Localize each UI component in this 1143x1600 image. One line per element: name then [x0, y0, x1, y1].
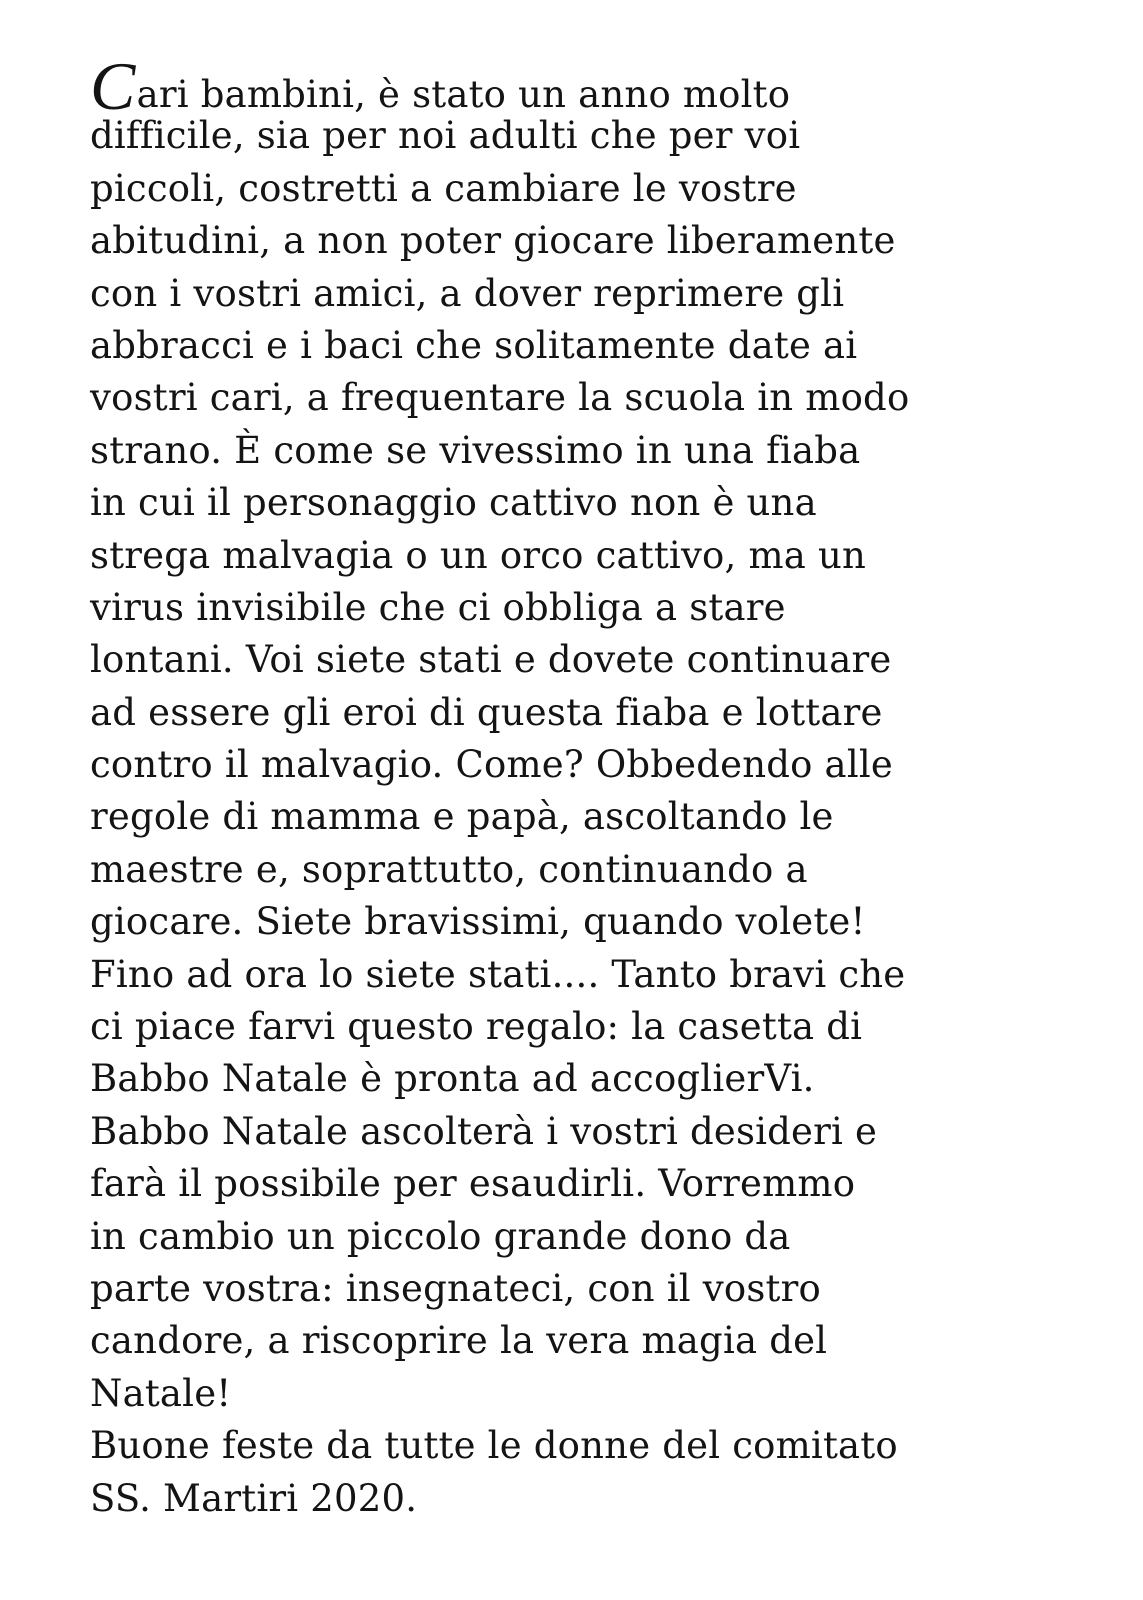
signature-line: SS. Martiri 2020.: [90, 1476, 418, 1520]
letter-line: strano. È come se vivessimo in una fiaba: [90, 428, 861, 472]
letter-line: Natale!: [90, 1371, 232, 1415]
letter-line: ci piace farvi questo regalo: la casetta di: [90, 1005, 863, 1049]
letter-line: candore, a riscoprire la vera magia del: [90, 1319, 828, 1363]
letter-body: [90, 48, 1120, 1525]
letter-line: strega malvagia o un orco cattivo, ma un: [90, 533, 867, 577]
letter-line: farà il possibile per esaudirli. Vorremmo: [90, 1162, 856, 1206]
letter-line: giocare. Siete bravissimi, quando volete!: [90, 900, 866, 944]
letter-line: Babbo Natale ascolterà i vostri desideri e: [90, 1109, 878, 1153]
letter-line: contro il malvagio. Come? Obbedendo alle: [90, 743, 893, 787]
first-line-text: ari bambini, è stato un anno molto: [136, 73, 791, 116]
letter-line: piccoli, costretti a cambiare le vostre: [90, 166, 797, 210]
letter-line: maestre e, soprattutto, continuando a: [90, 847, 808, 891]
letter-line: parte vostra: insegnateci, con il vostro: [90, 1266, 821, 1310]
letter-line: in cambio un piccolo grande dono da: [90, 1214, 791, 1258]
letter-line: difficile, sia per noi adulti che per voi: [90, 114, 801, 158]
letter-line: virus invisibile che ci obbliga a stare: [90, 585, 786, 629]
letter-line: abbracci e i baci che solitamente date ai: [90, 323, 858, 367]
closing-line: Buone feste da tutte le donne del comitato: [90, 1424, 898, 1468]
letter-line-1: [90, 48, 1120, 124]
letter-line: in cui il personaggio cattivo non è una: [90, 481, 817, 525]
letter-line: Fino ad ora lo siete stati.... Tanto bravi che: [90, 952, 906, 996]
drop-cap: C: [90, 48, 136, 124]
letter-line: ad essere gli eroi di questa fiaba e lottare: [90, 690, 883, 734]
letter-line: con i vostri amici, a dover reprimere gli: [90, 271, 845, 315]
letter-line: lontani. Voi siete stati e dovete continuare: [90, 638, 892, 682]
letter-line: abitudini, a non poter giocare liberamente: [90, 219, 896, 263]
letter-line: regole di mamma e papà, ascoltando le: [90, 795, 834, 839]
letter-line: vostri cari, a frequentare la scuola in modo: [90, 376, 910, 420]
letter-line: Babbo Natale è pronta ad accoglierVi.: [90, 1057, 815, 1101]
